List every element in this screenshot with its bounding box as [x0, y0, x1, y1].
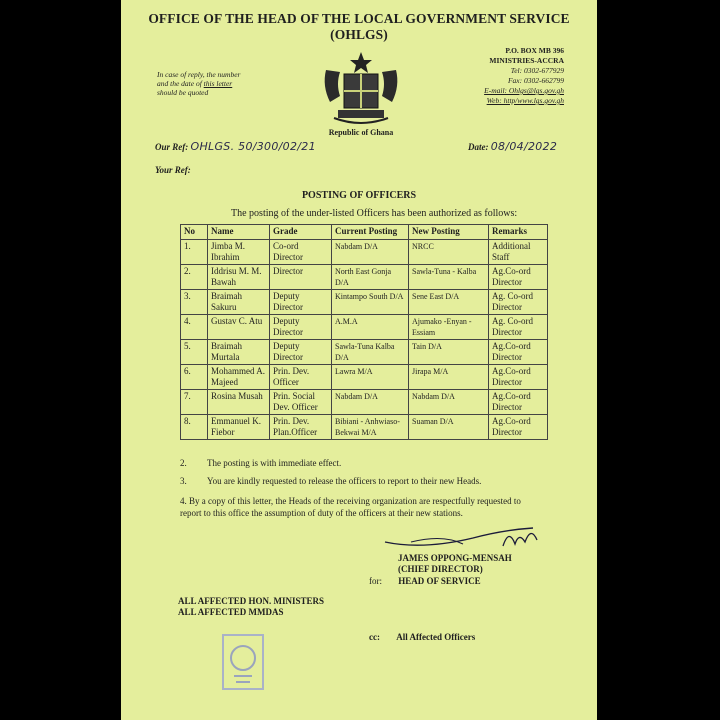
signatory-block	[398, 553, 512, 575]
cell-remarks: Additional Staff	[489, 240, 548, 265]
header-name: Name	[208, 225, 270, 240]
cell-name: Braimah Murtala	[208, 340, 270, 365]
paragraph-4	[180, 495, 570, 519]
city: MINISTRIES-ACCRA	[489, 56, 564, 65]
header-grade: Grade	[270, 225, 332, 240]
cell-name: Emmanuel K. Fiebor	[208, 415, 270, 440]
cell-name: Jimba M. Ibrahim	[208, 240, 270, 265]
cell-current: Kintampo South D/A	[332, 290, 409, 315]
cell-no: 8.	[181, 415, 208, 440]
cell-remarks: Ag. Co-ord Director	[489, 315, 548, 340]
for-value: HEAD OF SERVICE	[398, 576, 481, 586]
email: E-mail: Ohlgs@lgs.gov.gh	[484, 86, 564, 95]
cell-new: Jirapa M/A	[409, 365, 489, 390]
cell-current: Lawra M/A	[332, 365, 409, 390]
your-ref-label: Your Ref:	[155, 165, 191, 175]
office-abbr: (OHLGS)	[330, 27, 388, 42]
para3-number: 3.	[180, 476, 187, 486]
cell-no: 1.	[181, 240, 208, 265]
cell-new: NRCC	[409, 240, 489, 265]
cell-current: A.M.A	[332, 315, 409, 340]
header-no: No	[181, 225, 208, 240]
distribution-line1: ALL AFFECTED HON. MINISTERS	[178, 596, 325, 606]
distribution-list	[178, 596, 324, 618]
cell-grade: Prin. Dev. Plan.Officer	[270, 415, 332, 440]
for-label: for:	[369, 576, 382, 586]
date-label: Date:	[468, 142, 489, 152]
address-block	[484, 46, 564, 106]
cell-no: 7.	[181, 390, 208, 415]
cell-current: Nabdam D/A	[332, 240, 409, 265]
reply-note-line1: In case of reply, the number	[157, 70, 241, 79]
paragraph-3	[180, 475, 481, 487]
letter-page	[121, 0, 597, 720]
on-behalf-line	[369, 576, 481, 586]
table-row	[181, 415, 548, 440]
cc-value: All Affected Officers	[396, 632, 476, 642]
fax: Fax: 0302-662799	[507, 76, 564, 85]
letter-heading: POSTING OF OFFICERS	[301, 190, 417, 201]
intro-text: The posting of the under-listed Officers has been authorized as follows:	[231, 208, 518, 219]
letterhead-title	[121, 11, 597, 43]
para4-line2: report to this office the assumption of duty of the officers at their new stations.	[180, 508, 463, 518]
cell-grade: Co-ord Director	[270, 240, 332, 265]
table-row	[181, 390, 548, 415]
table-row	[181, 265, 548, 290]
cell-name: Rosina Musah	[208, 390, 270, 415]
website: Web: http/www.lgs.gov.gh	[486, 96, 564, 105]
signatory-name: JAMES OPPONG-MENSAH	[398, 553, 512, 563]
signatory-title: (CHIEF DIRECTOR)	[398, 564, 483, 574]
cell-new: Nabdam D/A	[409, 390, 489, 415]
paragraph-2	[180, 457, 341, 469]
reply-note	[157, 70, 240, 97]
para2-number: 2.	[180, 458, 187, 468]
para4-line1: 4. By a copy of this letter, the Heads of the receiving organization are respectfully requested to	[180, 496, 521, 506]
cell-remarks: Ag.Co-ord Director	[489, 340, 548, 365]
distribution-line2: ALL AFFECTED MMDAS	[178, 607, 284, 617]
cell-no: 2.	[181, 265, 208, 290]
cell-new: Suaman D/A	[409, 415, 489, 440]
our-ref	[155, 140, 316, 153]
cell-remarks: Ag.Co-ord Director	[489, 265, 548, 290]
reply-note-line3: should be quoted	[157, 88, 209, 97]
cell-remarks: Ag.Co-ord Director	[489, 415, 548, 440]
cell-current: North East Gonja D/A	[332, 265, 409, 290]
cell-grade: Deputy Director	[270, 340, 332, 365]
cell-grade: Director	[270, 265, 332, 290]
header-remarks: Remarks	[489, 225, 548, 240]
cell-name: Iddrisu M. M. Bawah	[208, 265, 270, 290]
telephone: Tel: 0302-677929	[510, 66, 564, 75]
cell-no: 3.	[181, 290, 208, 315]
reply-note-link: this letter	[203, 79, 233, 88]
cell-remarks: Ag. Co-ord Director	[489, 290, 548, 315]
cell-remarks: Ag.Co-ord Director	[489, 365, 548, 390]
cell-current: Nabdam D/A	[332, 390, 409, 415]
cc-line	[369, 632, 475, 642]
cell-new: Tain D/A	[409, 340, 489, 365]
cell-name: Braimah Sakuru	[208, 290, 270, 315]
cc-label: cc:	[369, 632, 380, 642]
cell-new: Ajumako -Enyan -Essiam	[409, 315, 489, 340]
table-row	[181, 315, 548, 340]
date-value: 08/04/2022	[490, 140, 558, 153]
ghana-coat-of-arms-icon	[316, 50, 406, 128]
cell-current: Sawla-Tuna Kalba D/A	[332, 340, 409, 365]
our-ref-value: OHLGS. 50/300/02/21	[190, 140, 316, 153]
embossed-seal-icon	[220, 632, 266, 692]
header-new-posting: New Posting	[409, 225, 489, 240]
cell-no: 5.	[181, 340, 208, 365]
para2-text: The posting is with immediate effect.	[207, 458, 342, 468]
cell-grade: Deputy Director	[270, 290, 332, 315]
cell-name: Gustav C. Atu	[208, 315, 270, 340]
cell-new: Sawla-Tuna - Kalba	[409, 265, 489, 290]
cell-current: Bibiani - Anhwiaso-Bekwai M/A	[332, 415, 409, 440]
our-ref-label: Our Ref:	[155, 142, 189, 152]
cell-no: 4.	[181, 315, 208, 340]
table-header-row	[181, 225, 548, 240]
cell-new: Sene East D/A	[409, 290, 489, 315]
cell-remarks: Ag.Co-ord Director	[489, 390, 548, 415]
cell-grade: Prin. Dev. Officer	[270, 365, 332, 390]
table-row	[181, 290, 548, 315]
cell-grade: Prin. Social Dev. Officer	[270, 390, 332, 415]
reply-note-line2: and the date of	[157, 79, 204, 88]
para3-text: You are kindly requested to release the officers to report to their new Heads.	[207, 476, 482, 486]
date	[468, 140, 557, 153]
table-row	[181, 340, 548, 365]
header-current-posting: Current Posting	[332, 225, 409, 240]
po-box: P.O. BOX MB 396	[505, 46, 564, 55]
cell-name: Mohammed A. Majeed	[208, 365, 270, 390]
table-row	[181, 365, 548, 390]
handwritten-signature-icon	[383, 520, 553, 552]
cell-grade: Deputy Director	[270, 315, 332, 340]
office-title: OFFICE OF THE HEAD OF THE LOCAL GOVERNMENT SERVICE	[148, 11, 570, 26]
crest-caption: Republic of Ghana	[328, 128, 394, 137]
postings-table	[180, 224, 548, 440]
table-row	[181, 240, 548, 265]
cell-no: 6.	[181, 365, 208, 390]
